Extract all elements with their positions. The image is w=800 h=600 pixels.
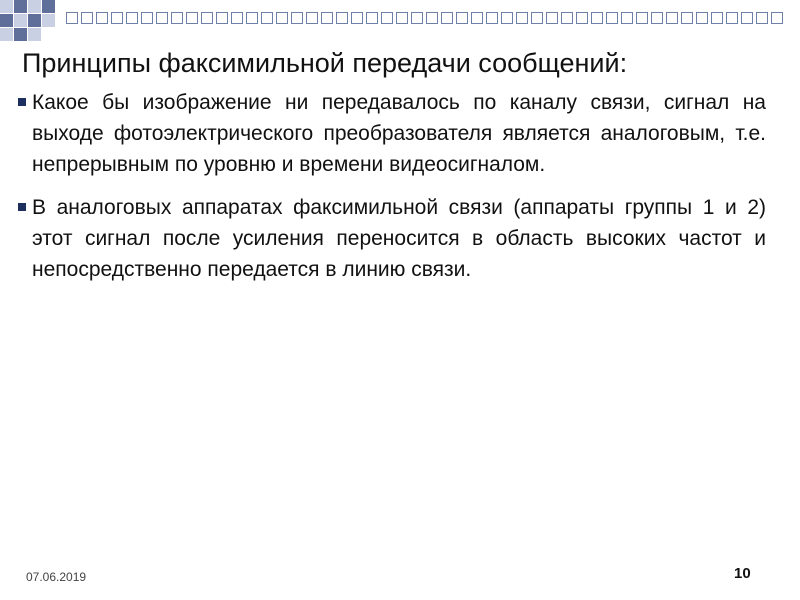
decorative-square bbox=[696, 12, 708, 24]
decorative-square bbox=[261, 12, 273, 24]
decorative-square bbox=[96, 12, 108, 24]
decorative-square bbox=[651, 12, 663, 24]
slide-number: 10 bbox=[734, 565, 751, 582]
decorative-square bbox=[336, 12, 348, 24]
decorative-square bbox=[111, 12, 123, 24]
decorative-square bbox=[291, 12, 303, 24]
bullet-list bbox=[14, 87, 766, 297]
decorative-square bbox=[321, 12, 333, 24]
decorative-square bbox=[246, 12, 258, 24]
decorative-square bbox=[771, 12, 783, 24]
decorative-square bbox=[486, 12, 498, 24]
decorative-square bbox=[726, 12, 738, 24]
bullet-text: В аналоговых аппаратах факсимильной связи (аппараты группы 1 и 2) этот сигнал после усиления переносится в область высоких частот и непосредственно передается в линию связи. bbox=[32, 196, 766, 281]
decorative-square bbox=[306, 12, 318, 24]
decorative-square bbox=[576, 12, 588, 24]
decorative-square bbox=[756, 12, 768, 24]
decorative-square bbox=[126, 12, 138, 24]
decorative-square bbox=[531, 12, 543, 24]
decorative-square bbox=[411, 12, 423, 24]
footer-date: 07.06.2019 bbox=[26, 570, 87, 584]
decorative-square bbox=[201, 12, 213, 24]
decorative-square bbox=[666, 12, 678, 24]
decorative-square bbox=[216, 12, 228, 24]
decorative-square bbox=[81, 12, 93, 24]
decorative-square bbox=[621, 12, 633, 24]
decorative-square bbox=[471, 12, 483, 24]
square-bullet-icon bbox=[18, 98, 26, 106]
decorative-square bbox=[351, 12, 363, 24]
bullet-item-1 bbox=[14, 87, 766, 180]
decorative-square bbox=[366, 12, 378, 24]
decorative-square bbox=[456, 12, 468, 24]
decorative-square bbox=[396, 12, 408, 24]
decorative-square bbox=[426, 12, 438, 24]
decorative-square bbox=[231, 12, 243, 24]
decorative-square bbox=[186, 12, 198, 24]
bullet-text: Какое бы изображение ни передавалось по каналу связи, сигнал на выходе фотоэлектрического преобразователя является аналоговым, т.е. непрерывным по уровню и времени видеосигналом. bbox=[32, 91, 766, 176]
slide-title: Принципы факсимильной передачи сообщений: bbox=[22, 48, 628, 78]
decorative-square bbox=[156, 12, 168, 24]
decorative-square bbox=[591, 12, 603, 24]
decorative-square bbox=[636, 12, 648, 24]
decorative-square bbox=[681, 12, 693, 24]
decorative-square bbox=[141, 12, 153, 24]
decorative-square bbox=[501, 12, 513, 24]
decorative-checker-pattern bbox=[0, 0, 70, 46]
decorative-square bbox=[561, 12, 573, 24]
decorative-square bbox=[606, 12, 618, 24]
decorative-square bbox=[516, 12, 528, 24]
decorative-square bbox=[381, 12, 393, 24]
decorative-square bbox=[546, 12, 558, 24]
square-bullet-icon bbox=[18, 203, 26, 211]
decorative-square bbox=[741, 12, 753, 24]
decorative-square-band bbox=[66, 12, 790, 27]
decorative-square bbox=[276, 12, 288, 24]
bullet-item-2 bbox=[14, 192, 766, 285]
decorative-square bbox=[66, 12, 78, 24]
decorative-square bbox=[441, 12, 453, 24]
decorative-square bbox=[711, 12, 723, 24]
decorative-square bbox=[171, 12, 183, 24]
